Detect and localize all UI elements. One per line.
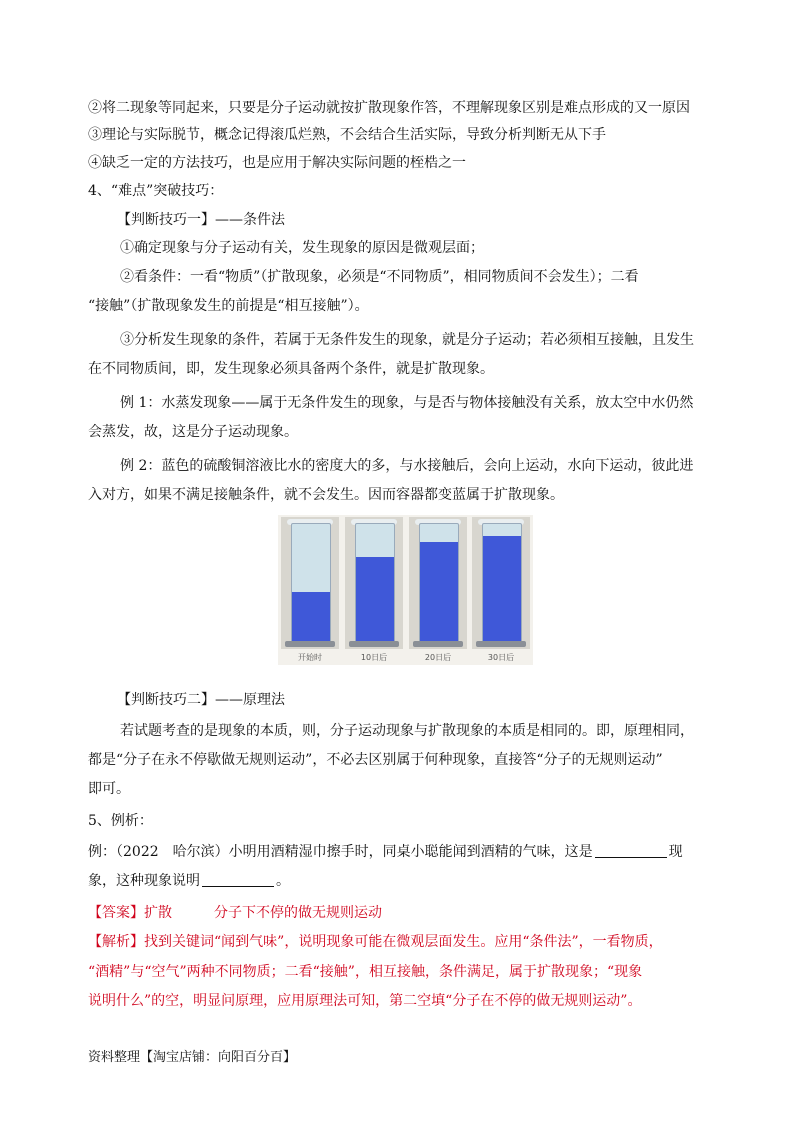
analysis-line: 【解析】找到关键词“闻到气味”，说明现象可能在微观层面发生。应用“条件法”，一看物质， bbox=[88, 934, 663, 950]
text-line: 会蒸发，故，这是分子运动现象。 bbox=[88, 424, 298, 440]
jar bbox=[345, 517, 403, 649]
jar-base bbox=[349, 641, 399, 647]
jar bbox=[281, 517, 339, 649]
text-line: ②看条件：一看“物质”（扩散现象，必须是“不同物质”，相同物质间不会发生）；二看 bbox=[120, 269, 639, 285]
answer-line: 【答案】扩散 分子下不停的做无规则运动 bbox=[88, 905, 382, 921]
technique-heading: 【判断技巧二】——原理法 bbox=[117, 692, 285, 708]
question-text: 。 bbox=[276, 873, 290, 889]
question-text: 现 bbox=[668, 844, 683, 860]
blue-liquid bbox=[483, 536, 521, 642]
analysis-line: “酒精”与“空气”两种不同物质；二看“接触”，相互接触，条件满足，属于扩散现象；“现象 bbox=[88, 964, 643, 980]
text-line: 入对方，如果不满足接触条件，就不会发生。因而容器都变蓝属于扩散现象。 bbox=[88, 487, 564, 503]
text-line: 若试题考查的是现象的本质，则，分子运动现象与扩散现象的本质是相同的。即，原理相同， bbox=[120, 723, 694, 739]
blue-liquid bbox=[356, 557, 394, 642]
jar-base bbox=[285, 641, 335, 647]
question-text: 例：（2022 哈尔滨）小明用酒精湿巾擦手时，同桌小聪能闻到酒精的气味，这是 bbox=[88, 844, 593, 860]
text-line: 在不同物质间，即，发生现象必须具备两个条件，就是扩散现象。 bbox=[88, 361, 494, 377]
answer-blank bbox=[202, 872, 274, 887]
cylinder bbox=[482, 523, 522, 643]
technique-heading: 【判断技巧一】——条件法 bbox=[117, 212, 285, 228]
jar bbox=[409, 517, 467, 649]
blue-liquid bbox=[292, 592, 330, 642]
jar-base bbox=[413, 641, 463, 647]
text-line: “接触”（扩散现象发生的前提是“相互接触”）。 bbox=[88, 298, 369, 314]
text-line: ①确定现象与分子运动有关，发生现象的原因是微观层面； bbox=[120, 240, 484, 256]
footer-note: 资料整理【淘宝店铺：向阳百分百】 bbox=[88, 1050, 297, 1065]
question-text: 象，这种现象说明 bbox=[88, 873, 200, 889]
cylinder bbox=[419, 523, 459, 643]
figure-caption: 开始时 bbox=[298, 653, 322, 662]
cylinder bbox=[355, 523, 395, 643]
figure-caption: 20日后 bbox=[424, 653, 452, 662]
blue-liquid bbox=[420, 542, 458, 642]
jar-base bbox=[476, 641, 526, 647]
text-line: ③理论与实际脱节，概念记得滚瓜烂熟，不会结合生活实际，导致分析判断无从下手 bbox=[88, 127, 606, 143]
figure-caption: 30日后 bbox=[487, 653, 515, 662]
analysis-line: 说明什么”的空，明显问原理，应用原理法可知，第二空填“分子在不停的做无规则运动”。 bbox=[88, 993, 642, 1009]
jar bbox=[472, 517, 530, 649]
example-line: 例 2：蓝色的硫酸铜溶液比水的密度大的多，与水接触后，会向上运动，水向下运动，彼此进 bbox=[120, 458, 694, 474]
diffusion-photo bbox=[278, 515, 533, 665]
text-line: ②将二现象等同起来，只要是分子运动就按扩散现象作答，不理解现象区别是难点形成的又一原因 bbox=[88, 100, 690, 116]
cylinder bbox=[291, 523, 331, 643]
question-line bbox=[88, 842, 718, 862]
figure-caption: 10日后 bbox=[360, 653, 388, 662]
answer-blank bbox=[595, 843, 667, 858]
text-line: ③分析发生现象的条件，若属于无条件发生的现象，就是分子运动；若必须相互接触，且发生 bbox=[120, 332, 694, 348]
text-line: 即可。 bbox=[88, 781, 130, 797]
text-line: 都是“分子在永不停歇做无规则运动”，不必去区别属于何种现象，直接答“分子的无规则运动” bbox=[88, 752, 663, 768]
question-line bbox=[88, 871, 718, 891]
section-heading: 4、“难点”突破技巧： bbox=[88, 183, 224, 199]
example-line: 例 1：水蒸发现象——属于无条件发生的现象，与是否与物体接触没有关系，放太空中水仍然 bbox=[120, 395, 694, 411]
section-heading: 5、例析： bbox=[88, 813, 153, 829]
text-line: ④缺乏一定的方法技巧，也是应用于解决实际问题的桎梏之一 bbox=[88, 155, 466, 171]
